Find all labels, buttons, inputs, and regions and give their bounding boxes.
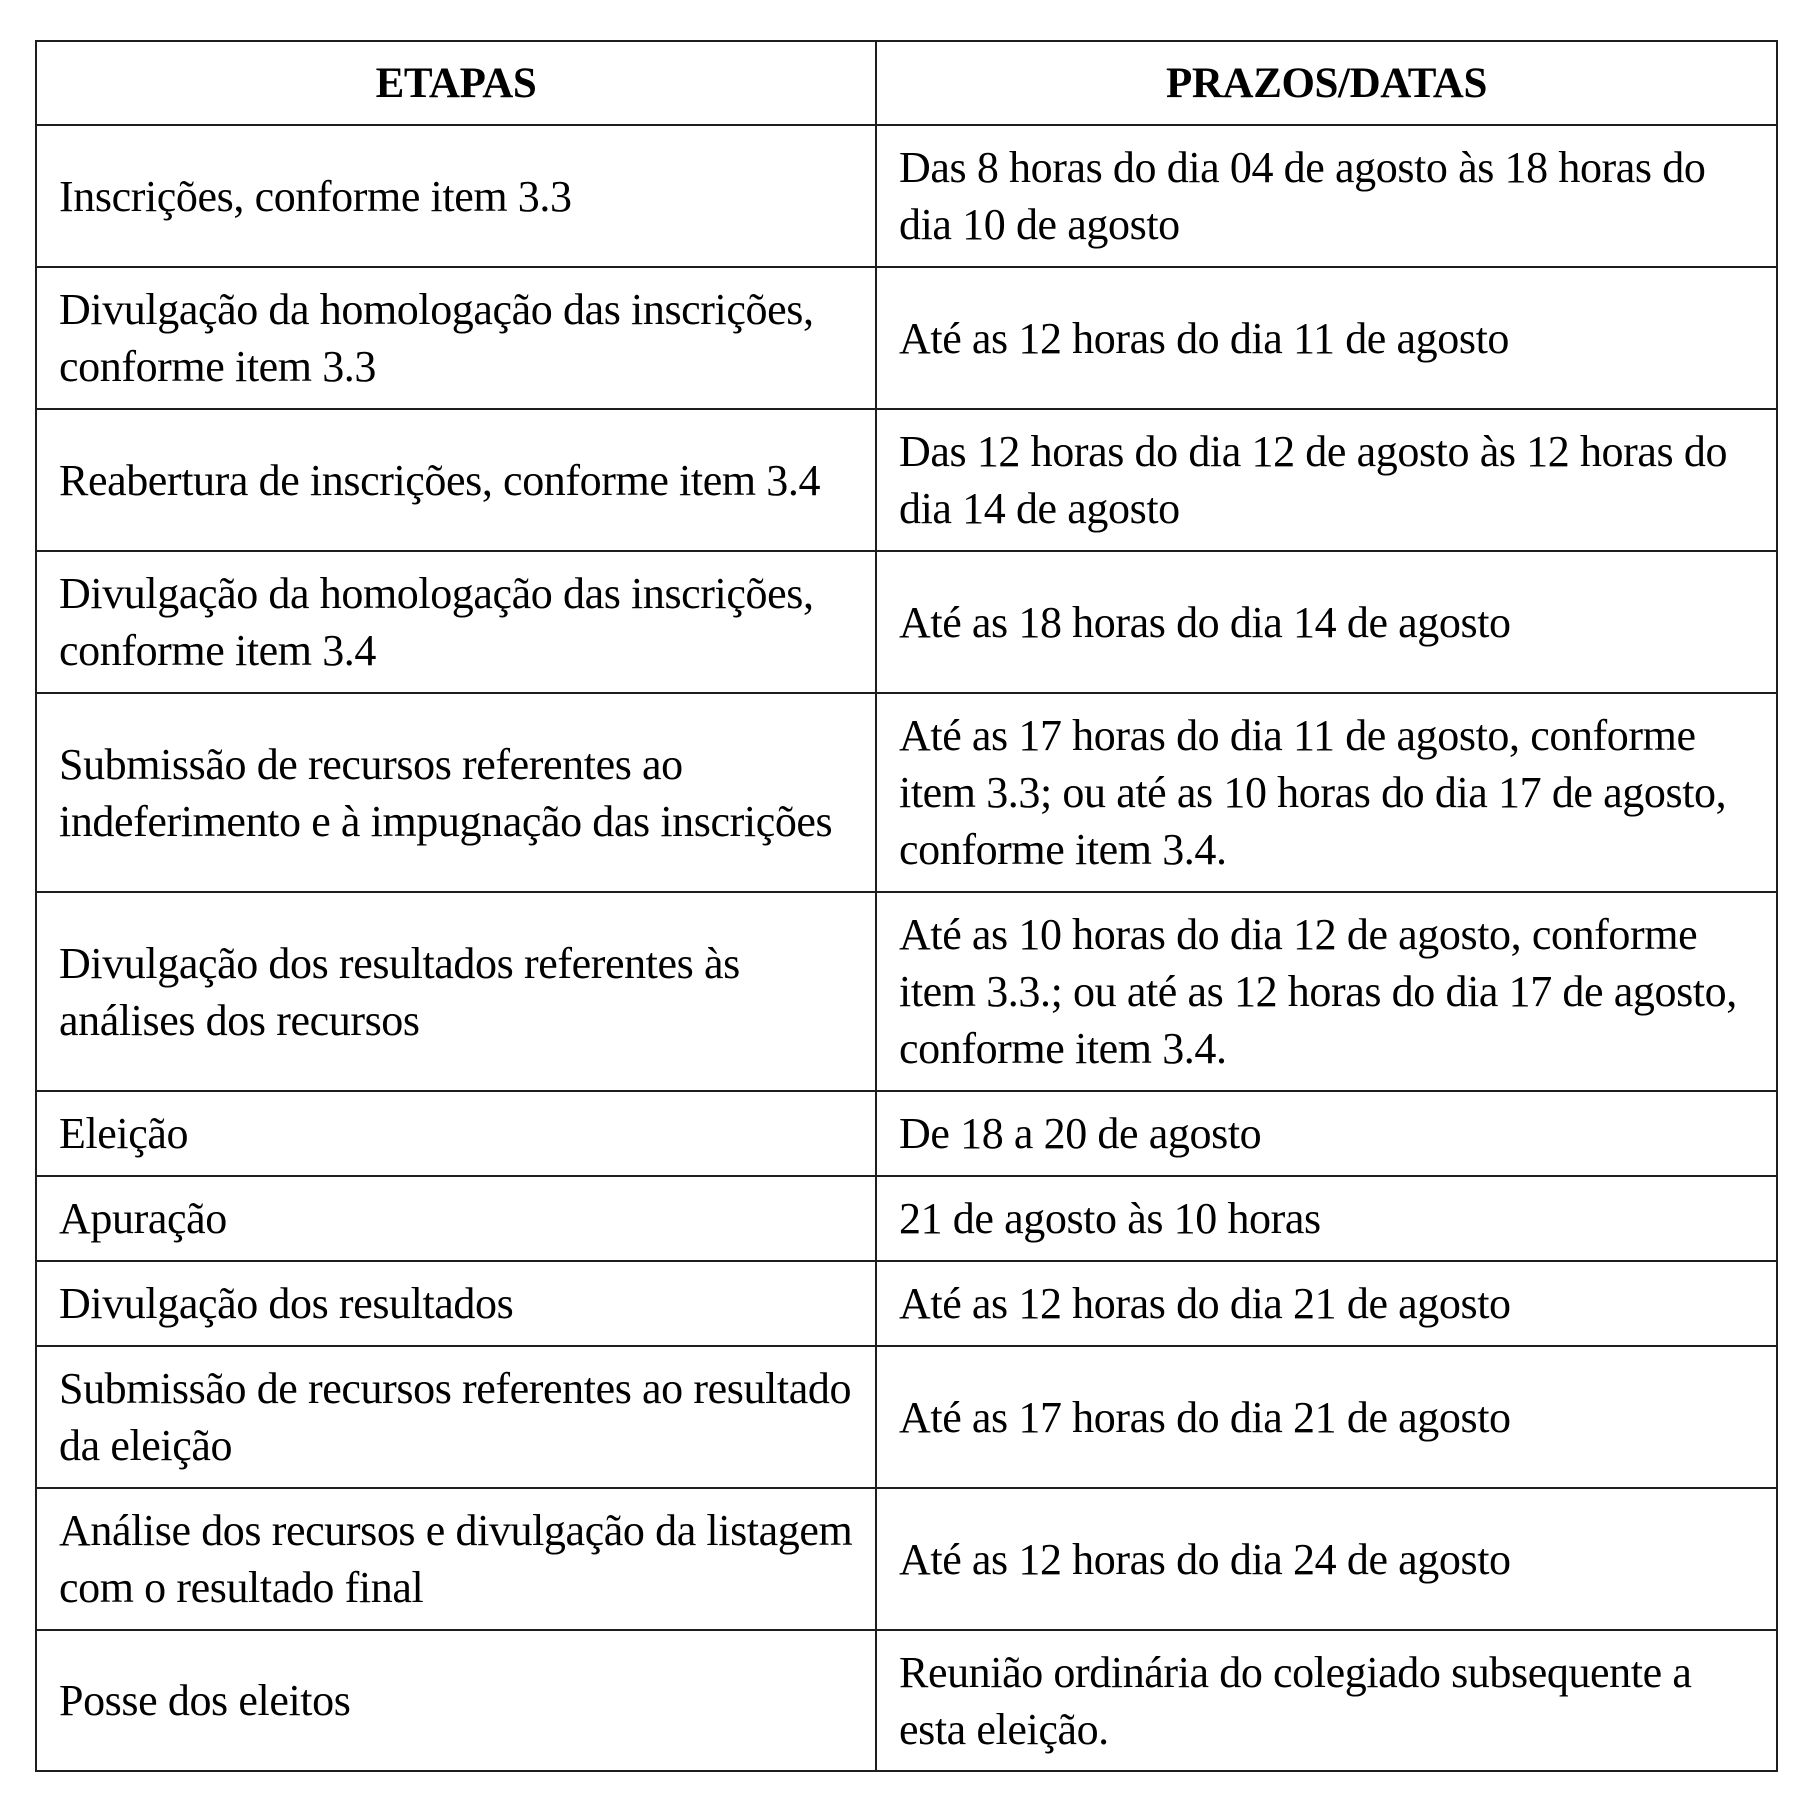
table-row [36, 892, 1777, 1091]
stage-cell: Inscrições, conforme item 3.3 [36, 125, 876, 267]
deadline-cell: Até as 18 horas do dia 14 de agosto [876, 551, 1777, 693]
header-deadlines: PRAZOS/DATAS [876, 41, 1777, 125]
stage-cell: Divulgação da homologação das inscrições, conforme item 3.4 [36, 551, 876, 693]
stage-cell: Reabertura de inscrições, conforme item 3.4 [36, 409, 876, 551]
deadline-cell: De 18 a 20 de agosto [876, 1091, 1777, 1176]
table-row [36, 1176, 1777, 1261]
deadline-cell: Até as 17 horas do dia 21 de agosto [876, 1346, 1777, 1488]
deadline-cell: Até as 12 horas do dia 21 de agosto [876, 1261, 1777, 1346]
deadline-cell: 21 de agosto às 10 horas [876, 1176, 1777, 1261]
table-row [36, 1630, 1777, 1771]
deadline-cell: Das 12 horas do dia 12 de agosto às 12 horas do dia 14 de agosto [876, 409, 1777, 551]
table-row [36, 551, 1777, 693]
header-row [36, 41, 1777, 125]
deadline-cell: Reunião ordinária do colegiado subsequente a esta eleição. [876, 1630, 1777, 1771]
deadline-cell: Até as 12 horas do dia 11 de agosto [876, 267, 1777, 409]
table-row [36, 1346, 1777, 1488]
stage-cell: Posse dos eleitos [36, 1630, 876, 1771]
table-row [36, 1488, 1777, 1630]
table-row [36, 1261, 1777, 1346]
stage-cell: Eleição [36, 1091, 876, 1176]
stage-cell: Divulgação da homologação das inscrições, conforme item 3.3 [36, 267, 876, 409]
table-row [36, 1091, 1777, 1176]
election-schedule-table [35, 40, 1778, 1772]
stage-cell: Submissão de recursos referentes ao indeferimento e à impugnação das inscrições [36, 693, 876, 892]
table-row [36, 267, 1777, 409]
stage-cell: Submissão de recursos referentes ao resultado da eleição [36, 1346, 876, 1488]
table-row [36, 409, 1777, 551]
deadline-cell: Das 8 horas do dia 04 de agosto às 18 horas do dia 10 de agosto [876, 125, 1777, 267]
deadline-cell: Até as 10 horas do dia 12 de agosto, conforme item 3.3.; ou até as 12 horas do dia 17 de agosto, conforme item 3.4. [876, 892, 1777, 1091]
stage-cell: Apuração [36, 1176, 876, 1261]
deadline-cell: Até as 17 horas do dia 11 de agosto, conforme item 3.3; ou até as 10 horas do dia 17 de agosto, conforme item 3.4. [876, 693, 1777, 892]
header-stages: ETAPAS [36, 41, 876, 125]
table-row [36, 693, 1777, 892]
table-row [36, 125, 1777, 267]
stage-cell: Divulgação dos resultados [36, 1261, 876, 1346]
deadline-cell: Até as 12 horas do dia 24 de agosto [876, 1488, 1777, 1630]
stage-cell: Divulgação dos resultados referentes às análises dos recursos [36, 892, 876, 1091]
stage-cell: Análise dos recursos e divulgação da listagem com o resultado final [36, 1488, 876, 1630]
